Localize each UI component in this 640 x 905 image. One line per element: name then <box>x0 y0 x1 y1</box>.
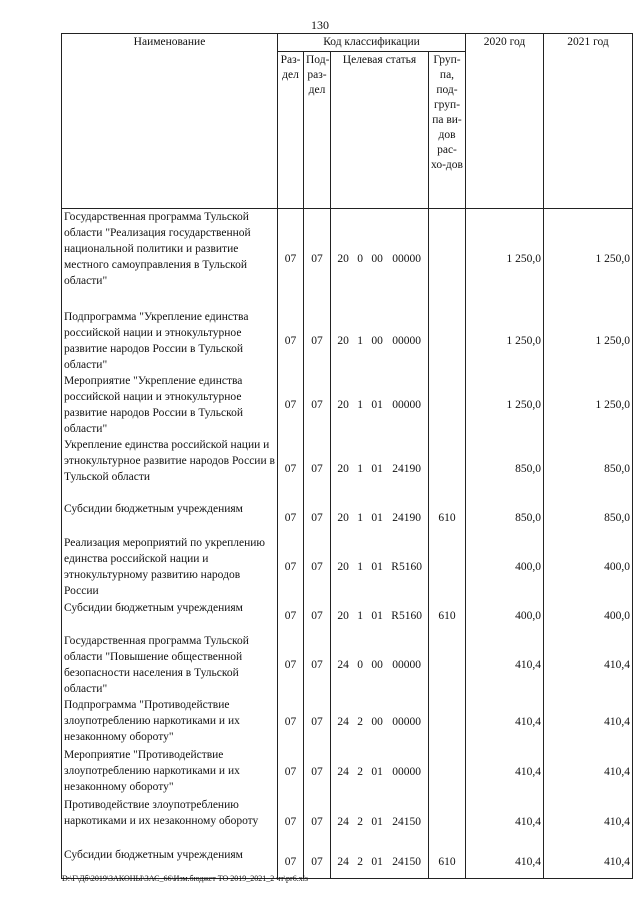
row-amount-2021: 410,4 <box>544 847 633 879</box>
table-row <box>62 309 633 373</box>
row-amount-2021: 400,0 <box>544 535 633 600</box>
row-podrazdel: 07 <box>304 633 331 697</box>
row-razdel: 07 <box>278 437 304 501</box>
row-target-article <box>331 437 429 501</box>
row-amount-2021: 1 250,0 <box>544 373 633 437</box>
target-article-part: 20 <box>337 511 349 524</box>
target-article-part: 1 <box>357 398 363 411</box>
row-target-article <box>331 373 429 437</box>
row-expense-group: 610 <box>429 600 466 633</box>
target-article-part: 20 <box>337 561 349 573</box>
row-amount-2021: 410,4 <box>544 747 633 797</box>
table-row <box>62 697 633 747</box>
target-article-part: 01 <box>371 462 383 475</box>
row-podrazdel: 07 <box>304 797 331 847</box>
table-row <box>62 209 633 309</box>
row-name: Мероприятие "Противодействие злоупотреблению наркотиками и их незаконному обороту" <box>62 747 278 797</box>
row-expense-group <box>429 797 466 847</box>
row-name: Противодействие злоупотреблению наркотиками и их незаконному обороту <box>62 797 278 847</box>
target-article-part: 00000 <box>392 252 421 265</box>
target-article-part: 01 <box>371 561 383 573</box>
target-article-part: 1 <box>357 462 363 475</box>
table-row <box>62 797 633 847</box>
row-name: Подпрограмма "Укрепление единства российской нации и этнокультурное развитие народов России в Тульской области" <box>62 309 278 373</box>
row-amount-2020: 850,0 <box>466 437 544 501</box>
row-name: Субсидии бюджетным учреждениям <box>62 600 278 633</box>
target-article-part: 24150 <box>392 856 421 869</box>
row-amount-2021: 400,0 <box>544 600 633 633</box>
table-row <box>62 437 633 501</box>
row-amount-2020: 1 250,0 <box>466 309 544 373</box>
row-podrazdel: 07 <box>304 847 331 879</box>
row-podrazdel: 07 <box>304 437 331 501</box>
target-article-part: 24190 <box>392 462 421 475</box>
row-expense-group <box>429 747 466 797</box>
row-expense-group <box>429 633 466 697</box>
target-article-part: 20 <box>337 398 349 411</box>
row-amount-2020: 1 250,0 <box>466 373 544 437</box>
header-expense-group: Груп-па, под-груп-па ви-дов рас-хо-дов <box>429 52 466 209</box>
row-amount-2021: 1 250,0 <box>544 309 633 373</box>
header-subsection: Под-раз-дел <box>304 52 331 209</box>
row-expense-group: 610 <box>429 847 466 879</box>
row-name: Укрепление единства российской нации и этнокультурное развитие народов России в Тульской области <box>62 437 278 501</box>
target-article-part: 00000 <box>392 765 421 778</box>
target-article-part: 24190 <box>392 511 421 524</box>
row-amount-2020: 410,4 <box>466 697 544 747</box>
row-expense-group <box>429 437 466 501</box>
target-article-part: 2 <box>357 765 363 778</box>
target-article-part: 20 <box>337 462 349 475</box>
target-article-part: 00 <box>371 658 383 671</box>
target-article-part: 1 <box>357 610 363 622</box>
table-row <box>62 373 633 437</box>
table-row <box>62 747 633 797</box>
target-article-part: 01 <box>371 856 383 869</box>
row-amount-2020: 410,4 <box>466 747 544 797</box>
header-name: Наименование <box>62 34 278 209</box>
row-razdel: 07 <box>278 535 304 600</box>
row-podrazdel: 07 <box>304 747 331 797</box>
row-podrazdel: 07 <box>304 697 331 747</box>
row-expense-group: 610 <box>429 501 466 535</box>
header-section: Раз-дел <box>278 52 304 209</box>
header-year-2021: 2021 год <box>544 34 633 209</box>
target-article-part: 20 <box>337 252 349 265</box>
row-razdel: 07 <box>278 747 304 797</box>
target-article-part: 24 <box>337 815 349 828</box>
row-expense-group <box>429 535 466 600</box>
row-expense-group <box>429 209 466 309</box>
row-target-article <box>331 697 429 747</box>
target-article-part: 1 <box>357 561 363 573</box>
target-article-part: 0 <box>357 252 363 265</box>
row-target-article <box>331 501 429 535</box>
row-podrazdel: 07 <box>304 309 331 373</box>
row-amount-2020: 410,4 <box>466 797 544 847</box>
target-article-part: 01 <box>371 511 383 524</box>
row-name: Мероприятие "Укрепление единства российской нации и этнокультурное развитие народов России в Тульской области" <box>62 373 278 437</box>
row-target-article <box>331 633 429 697</box>
target-article-part: 2 <box>357 856 363 869</box>
row-amount-2020: 850,0 <box>466 501 544 535</box>
row-amount-2021: 850,0 <box>544 501 633 535</box>
header-year-2020: 2020 год <box>466 34 544 209</box>
row-name: Государственная программа Тульской области "Реализация государственной национальной политики и развитие местного самоуправления в Тульской области" <box>62 209 278 309</box>
row-razdel: 07 <box>278 633 304 697</box>
table-row <box>62 600 633 633</box>
row-amount-2021: 410,4 <box>544 697 633 747</box>
row-razdel: 07 <box>278 847 304 879</box>
row-amount-2020: 410,4 <box>466 633 544 697</box>
target-article-part: 01 <box>371 765 383 778</box>
row-amount-2021: 850,0 <box>544 437 633 501</box>
row-amount-2021: 1 250,0 <box>544 209 633 309</box>
row-target-article <box>331 209 429 309</box>
row-amount-2020: 1 250,0 <box>466 209 544 309</box>
target-article-part: R5160 <box>391 610 422 622</box>
target-article-part: 00 <box>371 252 383 265</box>
row-razdel: 07 <box>278 797 304 847</box>
budget-table <box>61 33 633 879</box>
row-expense-group <box>429 309 466 373</box>
target-article-part: 20 <box>337 334 349 347</box>
row-razdel: 07 <box>278 501 304 535</box>
row-podrazdel: 07 <box>304 535 331 600</box>
target-article-part: 00000 <box>392 658 421 671</box>
table-row <box>62 535 633 600</box>
row-target-article <box>331 535 429 600</box>
target-article-part: 1 <box>357 334 363 347</box>
row-amount-2021: 410,4 <box>544 633 633 697</box>
target-article-part: 1 <box>357 511 363 524</box>
table-row <box>62 501 633 535</box>
target-article-part: 01 <box>371 398 383 411</box>
target-article-part: 2 <box>357 715 363 728</box>
target-article-part: 01 <box>371 610 383 622</box>
target-article-part: 00 <box>371 334 383 347</box>
row-expense-group <box>429 373 466 437</box>
row-name: Государственная программа Тульской области "Повышение общественной безопасности населения в Тульской области" <box>62 633 278 697</box>
target-article-part: 24 <box>337 658 349 671</box>
row-name: Субсидии бюджетным учреждениям <box>62 847 278 879</box>
target-article-part: 24 <box>337 765 349 778</box>
row-target-article <box>331 309 429 373</box>
page-number: 130 <box>311 18 329 32</box>
row-razdel: 07 <box>278 697 304 747</box>
target-article-part: 24 <box>337 856 349 869</box>
row-razdel: 07 <box>278 209 304 309</box>
row-razdel: 07 <box>278 600 304 633</box>
row-razdel: 07 <box>278 373 304 437</box>
row-amount-2020: 410,4 <box>466 847 544 879</box>
target-article-part: 00000 <box>392 398 421 411</box>
target-article-part: 2 <box>357 815 363 828</box>
header-classification-code: Код классификации <box>278 34 466 52</box>
target-article-part: 00 <box>371 715 383 728</box>
target-article-part: 00000 <box>392 334 421 347</box>
row-target-article <box>331 747 429 797</box>
row-name: Субсидии бюджетным учреждениям <box>62 501 278 535</box>
row-name: Подпрограмма "Противодействие злоупотреблению наркотиками и их незаконному обороту" <box>62 697 278 747</box>
target-article-part: 0 <box>357 658 363 671</box>
row-amount-2020: 400,0 <box>466 535 544 600</box>
target-article-part: 24 <box>337 715 349 728</box>
row-target-article <box>331 797 429 847</box>
table-body <box>62 209 633 879</box>
target-article-part: R5160 <box>391 561 422 573</box>
header-target-article: Целевая статья <box>331 52 429 209</box>
footer-file-path: D:\Г\Дб\2019\ЗАКОНЫ\ЗАС_66\Изм.бюджет ТО 2019_2021_2 чт\pr6.xls <box>62 874 309 883</box>
target-article-part: 00000 <box>392 715 421 728</box>
row-amount-2021: 410,4 <box>544 797 633 847</box>
target-article-part: 01 <box>371 815 383 828</box>
target-article-part: 20 <box>337 610 349 622</box>
row-razdel: 07 <box>278 309 304 373</box>
row-name: Реализация мероприятий по укреплению единства российской нации и этнокультурному развитию народов России <box>62 535 278 600</box>
row-podrazdel: 07 <box>304 209 331 309</box>
row-target-article <box>331 847 429 879</box>
target-article-part: 24150 <box>392 815 421 828</box>
row-podrazdel: 07 <box>304 373 331 437</box>
row-podrazdel: 07 <box>304 600 331 633</box>
row-amount-2020: 400,0 <box>466 600 544 633</box>
row-expense-group <box>429 697 466 747</box>
table-row <box>62 633 633 697</box>
row-target-article <box>331 600 429 633</box>
row-podrazdel: 07 <box>304 501 331 535</box>
